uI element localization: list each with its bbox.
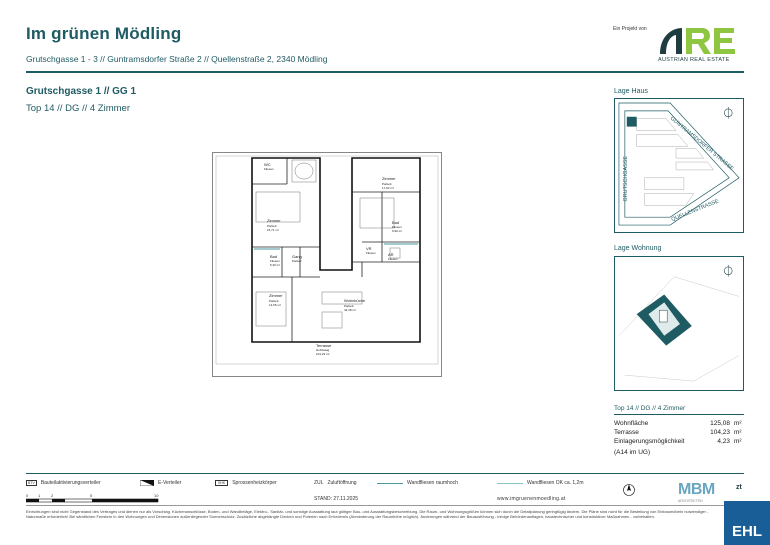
street-grutschgasse: GRUTSCHGASSE (622, 156, 629, 202)
room-area-zimmer-1: 15,71 m² (267, 228, 279, 232)
room-label-bad-2: Bad (270, 254, 278, 259)
legend-label: Wandfliesen raumhoch (407, 480, 458, 486)
scale-tick: 2 (51, 493, 54, 498)
lage-wohnung-label: Lage Wohnung (614, 245, 662, 252)
room-label-zimmer-1: Zimmer (267, 218, 281, 223)
scale-tick: 1 (38, 493, 41, 498)
building-title: Grutschgasse 1 // GG 1 (26, 86, 137, 97)
mbm-logo-suffix: zt (736, 484, 742, 491)
area-table (614, 419, 744, 446)
legend-label: Bauteilaktivierungsverteiler (40, 480, 101, 486)
room-sub-zimmer-2: Parkett (382, 182, 392, 186)
room-label-gang: Gang (292, 254, 302, 259)
storage-note: (A14 im UG) (614, 449, 651, 456)
legend-btv (26, 480, 101, 486)
legend-tiles-half (497, 480, 584, 486)
area-label: Wohnfläche (614, 420, 649, 427)
room-label-ar: AR (388, 252, 394, 257)
room-sub-vr: Fliesen (366, 251, 376, 255)
room-label-wc: WC (264, 162, 271, 167)
e-distributor-icon (140, 480, 154, 486)
ehl-logo: EHL (724, 501, 770, 545)
unit-title: Top 14 // DG // 4 Zimmer (26, 103, 130, 114)
disclaimer-text: Einrichtungen sind nicht Gegenstand des Vertrages und dienen nur als Vorschlag. Küchenanschlüsse, Boden- und Wandbeläge, Elektro-, Sanitär- und sonstige Ausstattung laut gültiger Bau- und Ausstattungsbeschreibung. Die Raum- und Wohnungsgrößen können sich durch die Detailplanung geringfügig ändern. Die Pläne sind nicht für die Bestellung von Einbaumöbeln notwendiger - Naturmaße erforderlich! Bei sämtlichen Fenstern in den Wohnungen und Dimensionen außenliegender Sonnenschutz. Zusätzliche abgehängte Decken und Poterien nach Erfordernis (Abminderung der Raumhöhe möglich). Änderungen während der Bauausführung - infolge Behördenauflagen, haustechnischer und konstruktiver Maßnahmen - vorbehalten. (26, 509, 709, 519)
room-label-vr: VR (366, 246, 372, 251)
room-label-wohnkueche: Wohnküche (344, 298, 366, 303)
street-guntramsdorfer: GUNTRAMSDORFER STRASSE (668, 115, 735, 173)
room-label-zimmer-3: Zimmer (269, 293, 283, 298)
room-sub-gang: Parkett (292, 259, 302, 263)
room-area-zimmer-2: 17,92 m² (382, 186, 394, 190)
room-sub-terrasse: Holzbelag (316, 348, 330, 352)
room-area-wohnkueche: 43,48 m² (344, 308, 356, 312)
area-label: Terrasse (614, 429, 639, 436)
table-row (614, 419, 744, 428)
room-sub-zimmer-1: Parkett (267, 224, 277, 228)
lage-haus-label: Lage Haus (614, 88, 648, 95)
room-label-terrasse: Terrasse (316, 343, 332, 348)
table-row (614, 428, 744, 437)
room-area-terrasse: 104,23 m² (316, 352, 330, 356)
are-logo-subtitle: AUSTRIAN REAL ESTATE (658, 57, 730, 63)
room-label-zimmer-2: Zimmer (382, 176, 396, 181)
legend-shk (215, 480, 277, 486)
legend-label: Wandfliesen OK ca. 1,2m (527, 480, 584, 486)
date-stamp: STAND: 27.11.2025 (314, 496, 359, 502)
mbm-logo: MBM (678, 481, 715, 498)
page-title: Im grünen Mödling (26, 24, 182, 43)
table-row (614, 437, 744, 446)
street-quellenstrasse: QUELLENSTRASSE (670, 198, 720, 223)
area-unit: m² (734, 438, 742, 445)
area-unit: m² (734, 429, 742, 436)
info-divider (614, 414, 744, 415)
room-label-bad-1: Bad (392, 220, 400, 225)
area-unit: m² (734, 420, 742, 427)
legend-e (140, 480, 181, 486)
room-sub-ar: Fliesen (388, 257, 398, 261)
radiator-icon: SHK (215, 480, 228, 486)
header-divider (26, 71, 744, 73)
supply-air-icon: ZUL (314, 480, 324, 486)
floor-plan (212, 152, 442, 377)
legend-tiles-full (377, 480, 458, 486)
area-value: 104,23 (710, 429, 730, 436)
room-sub-bad-1: Fliesen (392, 225, 402, 229)
scale-tick: 10 (154, 493, 159, 498)
address-subtitle: Grutschgasse 1 - 3 // Guntramsdorfer Straße 2 // Quellenstraße 2, 2340 Mödling (26, 54, 328, 64)
legend-label: Zuluftöffnung (327, 480, 357, 486)
footer-divider (26, 505, 744, 506)
project-by-label: Ein Projekt von (613, 26, 647, 32)
scale-tick: 0 (26, 493, 29, 498)
legend-label: E-Verteiler (158, 480, 182, 486)
area-label: Einlagerungsmöglichkeit (614, 438, 685, 445)
room-area-bad-1: 6,90 m² (392, 229, 403, 233)
website-link[interactable]: www.imgruenenmoedling.at (497, 496, 566, 502)
area-value: 125,08 (710, 420, 730, 427)
room-sub-bad-2: Fliesen (270, 259, 280, 263)
tile-half-line-icon (497, 483, 523, 484)
scale-tick: 5 (90, 493, 93, 498)
btv-icon: BTV (28, 481, 35, 485)
room-sub-wohnkueche: Parkett (344, 304, 354, 308)
lage-wohnung-map (614, 256, 744, 391)
tile-line-icon (377, 483, 403, 484)
lage-haus-map (614, 98, 744, 233)
room-area-zimmer-3: 13,65 m² (269, 303, 281, 307)
room-area-bad-2: 5,30 m² (270, 263, 281, 267)
mbm-logo-subtitle: ARCHITEKTEN (678, 499, 703, 503)
legend-zul (314, 480, 357, 486)
legend-divider (26, 473, 744, 474)
scale-bar (26, 492, 161, 506)
room-sub-wc: Fliesen (264, 167, 274, 171)
room-sub-zimmer-3: Parkett (269, 299, 279, 303)
legend-label: Sprossenheizkörper (232, 480, 277, 486)
info-heading: Top 14 // DG // 4 Zimmer (614, 405, 686, 412)
area-value: 4,23 (717, 438, 730, 445)
north-arrow-icon (622, 483, 636, 497)
